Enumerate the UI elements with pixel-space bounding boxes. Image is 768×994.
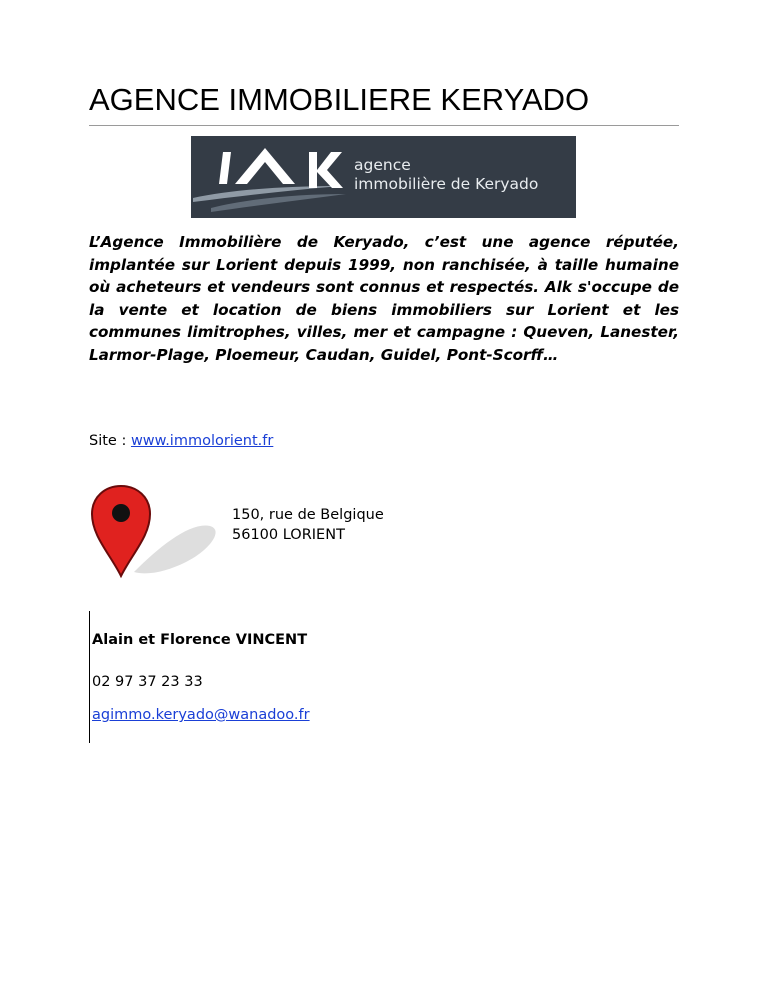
site-link[interactable]: www.immolorient.fr: [130, 433, 274, 449]
logo-line-agence: agence: [354, 156, 411, 174]
page-title: AGENCE IMMOBILIERE KERYADO: [89, 82, 590, 117]
map-pin-icon: [90, 484, 220, 580]
contact-name: Alain et Florence VINCENT: [92, 632, 308, 648]
contact-phone: 02 97 37 23 33: [92, 674, 203, 690]
logo-line-immobiliere: immobilière de Keryado: [354, 175, 539, 193]
title-divider: [89, 125, 679, 126]
site-line: [89, 433, 273, 449]
site-label: Site :: [89, 433, 131, 449]
address-street: 150, rue de Belgique: [232, 507, 384, 523]
intro-paragraph: L’Agence Immobilière de Keryado, c’est une agence réputée, implantée sur Lorient depuis 1999, non ranchisée, à taille humaine où acheteurs et vendeurs sont connus et respectés. Alk s'occupe de la vente et location de biens immobiliers sur Lorient et les communes limitrophes, villes, mer et campagne : Queven, Lanester, Larmor-Plage, Ploemeur, Caudan, Guidel, Pont-Scorff…: [89, 233, 679, 364]
contact-left-border: [89, 611, 90, 743]
address-city: 56100 LORIENT: [232, 527, 345, 543]
logo-wordmark: [354, 156, 538, 194]
address-block: [232, 505, 384, 545]
agency-logo: [191, 136, 576, 218]
contact-email-link[interactable]: agimmo.keryado@wanadoo.fr: [92, 707, 310, 723]
